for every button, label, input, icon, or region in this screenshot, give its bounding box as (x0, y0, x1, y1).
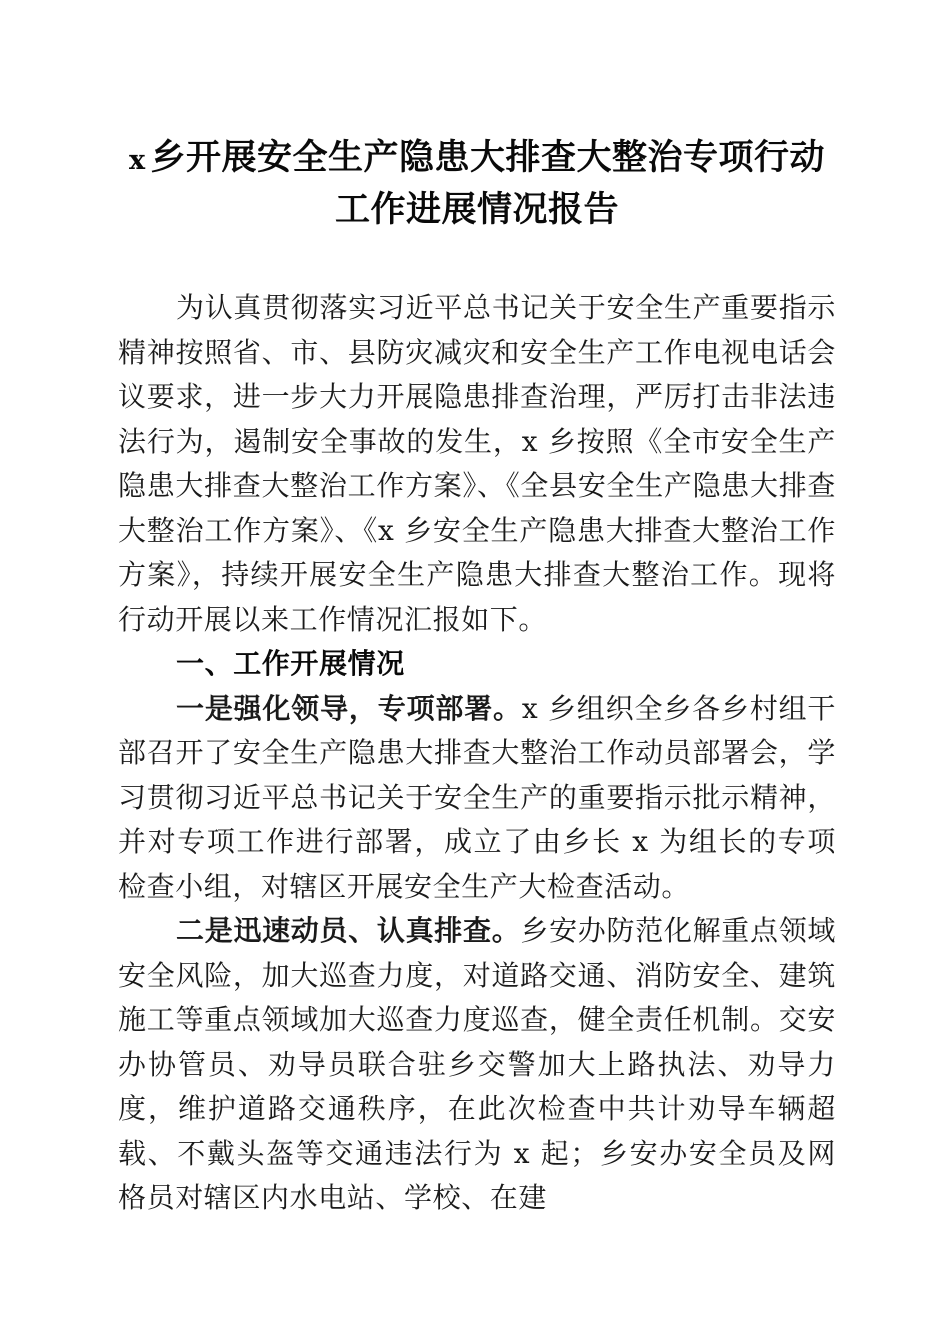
paragraph-item-two (118, 909, 836, 1221)
paragraph-item-one-lead: 一是强化领导，专项部署。 (176, 691, 522, 725)
paragraph-intro (118, 286, 836, 642)
section-heading-text: 一、工作开展情况 (176, 647, 405, 680)
page-body (118, 0, 836, 1221)
paragraph-item-one-text: x 乡组织全乡各乡村组干部召开了安全生产隐患大排查大整治工作动员部署会，学习贯彻习近平总书记关于安全生产的重要指示批示精神，并对专项工作进行部署，成立了由乡长 x 为组长的专项检查小组，对辖区开展安全生产大检查活动。 (118, 691, 836, 903)
section-heading-work-progress (118, 642, 836, 687)
document-title-latin-prefix: x (128, 145, 146, 176)
title-spacer (118, 234, 836, 286)
paragraph-intro-text: 为认真贯彻落实习近平总书记关于安全生产重要指示精神按照省、市、县防灾减灾和安全生产工作电视电话会议要求，进一步大力开展隐患排查治理，严厉打击非法违法行为，遏制安全事故的发生，x 乡按照《全市安全生产隐患大排查大整治工作方案》、《全县安全生产隐患大排查大整治工作方案》、《x 乡安全生产隐患大排查大整治工作方案》，持续开展安全生产隐患大排查大整治工作。现将行动开展以来工作情况汇报如下。 (118, 291, 836, 636)
paragraph-item-two-lead: 二是迅速动员、认真排查。 (176, 914, 521, 947)
document-title-line-1: 乡开展安全生产隐患大排查大整治专项行动 (150, 137, 826, 178)
paragraph-item-two-text: 乡安办防范化解重点领域安全风险，加大巡查力度，对道路交通、消防安全、建筑施工等重点领域加大巡查力度巡查，健全责任机制。交安办协管员、劝导员联合驻乡交警加大上路执法、劝导力度，维护道路交通秩序，在此次检查中共计劝导车辆超载、不戴头盔等交通违法行为 x 起；乡安办安全员及网格员对辖区内水电站、学校、在建 (118, 914, 837, 1214)
paragraph-item-one (118, 687, 836, 910)
document-title-line-2: 工作进展情况报告 (334, 189, 619, 230)
document-title (118, 0, 836, 234)
